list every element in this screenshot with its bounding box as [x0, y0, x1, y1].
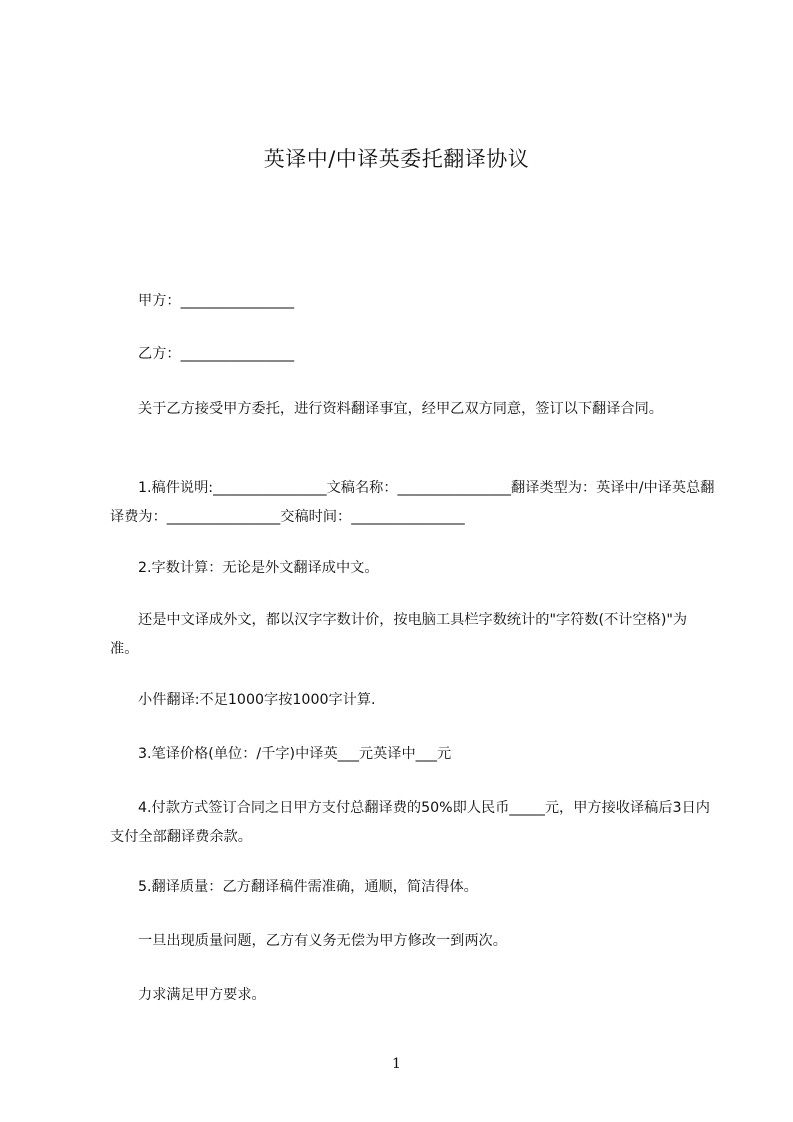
clause-1-manuscript: 1.稿件说明:________________文稿名称：________________翻译类型为：英译中/中译英总翻译费为：________________交稿时间：________________	[110, 480, 715, 525]
intro-paragraph: 关于乙方接受甲方委托，进行资料翻译事宜，经甲乙双方同意，签订以下翻译合同。	[138, 401, 663, 417]
clause-5-quality: 5.翻译质量：乙方翻译稿件需准确，通顺，简洁得体。	[138, 879, 478, 895]
word-count-rule-paragraph: 还是中文译成外文，都以汉字字数计价，按电脑工具栏字数统计的"字符数(不计空格)"为准。	[110, 612, 688, 657]
quality-revision-rule: 一旦出现质量问题，乙方有义务无偿为甲方修改一到两次。	[138, 933, 507, 949]
party-a-line: 甲方：________________	[138, 293, 295, 309]
satisfaction-line: 力求满足甲方要求。	[138, 987, 266, 1003]
document-title: 英译中/中译英委托翻译协议	[263, 147, 530, 171]
party-b-line: 乙方：________________	[138, 346, 295, 362]
clause-4-payment: 4.付款方式签订合同之日甲方支付总翻译费的50%即人民币_____元，甲方接收译稿后3日内支付全部翻译费余款。	[110, 800, 710, 845]
clause-2-word-count: 2.字数计算：无论是外文翻译成中文。	[138, 560, 379, 576]
small-job-rule: 小件翻译:不足1000字按1000字计算.	[138, 692, 376, 708]
clause-3-price: 3.笔译价格(单位：/千字)中译英___元英译中___元	[138, 746, 452, 762]
page-number: 1	[392, 1056, 401, 1072]
